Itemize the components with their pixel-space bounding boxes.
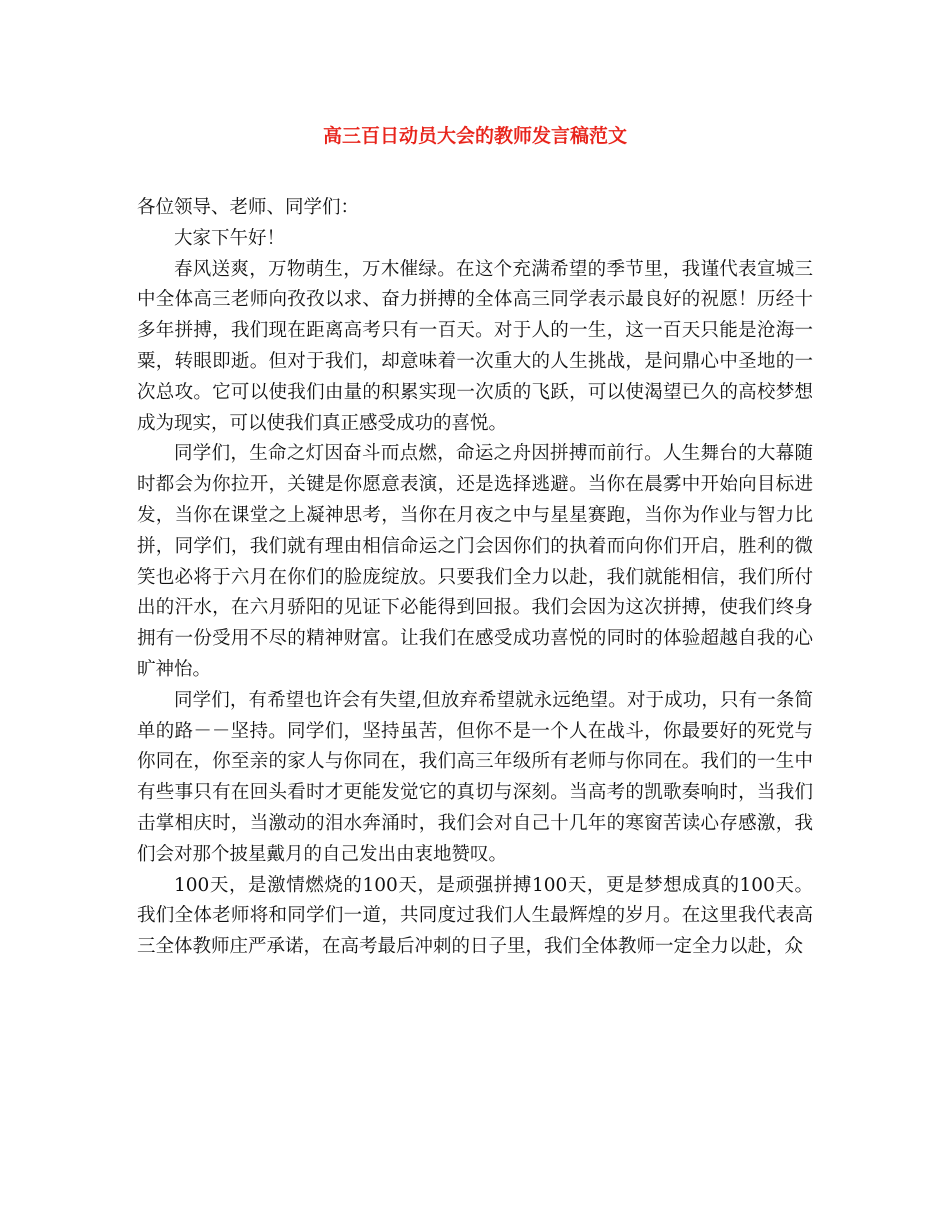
paragraph-greeting: 大家下午好！ [174,227,286,249]
paragraph-2: 同学们，生命之灯因奋斗而点燃，命运之舟因拼搏而前行。人生舞台的大幕随时都会为你拉开，关键是你愿意表演，还是选择逃避。当你在晨雾中开始向目标进发，当你在课堂之上凝神思考，当你在月夜之中与星星赛跑，当你为作业与智力比拼，同学们，我们就有理由相信命运之门会因你们的执着而向你们开启，胜利的微笑也必将于六月在你们的脸庞绽放。只要我们全力以赴，我们就能相信，我们所付出的汗水，在六月骄阳的见证下必能得到回报。我们会因为这次拼搏，使我们终身拥有一份受用不尽的精神财富。让我们在感受成功喜悦的同时的体验超越自我的心旷神怡。 [137,443,813,680]
paragraph-1: 春风送爽，万物萌生，万木催绿。在这个充满希望的季节里，我谨代表宣城三中全体高三老师向孜孜以求、奋力拼搏的全体高三同学表示最良好的祝愿！历经十多年拼搏，我们现在距离高考只有一百天。对于人的一生，这一百天只能是沧海一粟，转眼即逝。但对于我们，却意味着一次重大的人生挑战，是问鼎心中圣地的一次总攻。它可以使我们由量的积累实现一次质的飞跃，可以使渴望已久的高校梦想成为现实，可以使我们真正感受成功的喜悦。 [137,258,813,434]
paragraph-3: 同学们，有希望也许会有失望,但放弃希望就永远绝望。对于成功，只有一条简单的路－－坚持。同学们，坚持虽苦，但你不是一个人在战斗，你最要好的死党与你同在，你至亲的家人与你同在，我们高三年级所有老师与你同在。我们的一生中有些事只有在回头看时才更能发觉它的真切与深刻。当高考的凯歌奏响时，当我们击掌相庆时，当激动的泪水奔涌时，我们会对自己十几年的寒窗苦读心存感激，我们会对那个披星戴月的自己发出由衷地赞叹。 [137,689,813,865]
document-body [137,193,813,963]
paragraph-4: 100天，是激情燃烧的100天，是顽强拼搏100天，更是梦想成真的100天。我们全体老师将和同学们一道，共同度过我们人生最辉煌的岁月。在这里我代表高三全体教师庄严承诺，在高考最后冲刺的日子里，我们全体教师一定全力以赴，众 [137,874,813,958]
salutation: 各位领导、老师、同学们： [137,197,360,218]
document-title: 高三百日动员大会的教师发言稿范文 [322,125,627,147]
